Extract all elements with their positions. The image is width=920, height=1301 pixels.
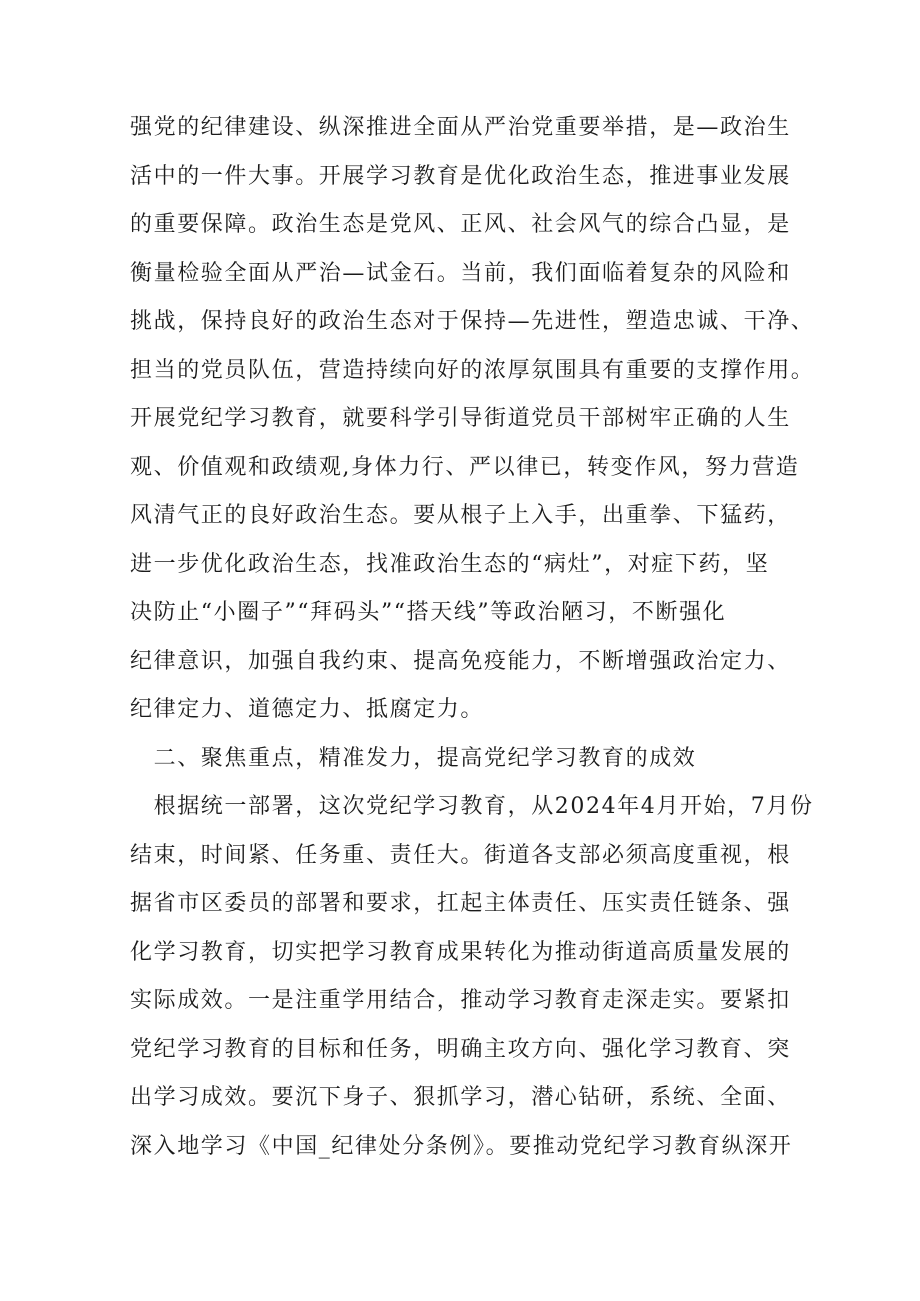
text-line-20: 党纪学习教育的目标和任务，明确主攻方向、强化学习教育、突 <box>130 1036 791 1062</box>
text-line-15: 根据统一部署，这次党纪学习教育，从2024年4月开始，7月份 <box>130 794 814 819</box>
text-line-7: 开展党纪学习教育，就要科学引导街道党员干部树牢正确的人生 <box>130 406 791 431</box>
text-line-6: 担当的党员队伍，营造持续向好的浓厚氛围具有重要的支撑作用。 <box>130 357 815 383</box>
text-line-19: 实际成效。一是注重学用结合，推动学习教育走深走实。要紧扣 <box>130 988 791 1013</box>
text-line-21: 出学习成效。要沉下身子、狠抓学习，潜心钻研，系统、全面、 <box>130 1085 791 1110</box>
text-line-17: 据省市区委员的部署和要求，扛起主体责任、压实责任链条、强 <box>130 891 791 916</box>
document-body <box>130 104 815 1171</box>
text-line-5: 挑战，保持良好的政治生态对于保持—先进性，塑造忠诚、干净、 <box>130 309 815 334</box>
text-line-18: 化学习教育，切实把学习教育成果转化为推动街道高质量发展的 <box>130 939 791 965</box>
text-line-22: 深入地学习《中国_纪律处分条例》。要推动党纪学习教育纵深开 <box>130 1133 793 1159</box>
text-line-1: 强党的纪律建设、纵深推进全面从严治党重要举措，是—政治生 <box>130 115 791 140</box>
text-line-12: 纪律意识，加强自我约束、提高免疫能力，不断增强政治定力、 <box>130 648 791 674</box>
text-line-11: 决防止“小圈子”“拜码头”“搭天线”等政治陋习，不断强化 <box>130 600 727 625</box>
section-heading: 二、聚焦重点，精准发力，提高党纪学习教育的成效 <box>130 745 697 771</box>
text-line-8: 观、价值观和政绩观,身体力行、严以律已，转变作风，努力营造 <box>130 454 800 480</box>
text-line-4: 衡量检验全面从严治—试金石。当前，我们面临着复杂的风险和 <box>130 260 791 286</box>
text-line-2: 活中的一件大事。开展学习教育是优化政治生态，推进事业发展 <box>130 163 791 189</box>
text-line-16: 结束，时间紧、任务重、责任大。街道各支部必须高度重视，根 <box>130 842 791 868</box>
text-line-10: 进一步优化政治生态，找准政治生态的“病灶”，对症下药，坚 <box>130 551 770 577</box>
text-line-13: 纪律定力、道德定力、抵腐定力。 <box>130 697 485 722</box>
text-line-9: 风清气正的良好政治生态。要从根子上入手，出重拳、下猛药， <box>130 503 791 528</box>
text-line-3: 的重要保障。政治生态是党风、正风、社会风气的综合凸显，是 <box>130 212 791 237</box>
